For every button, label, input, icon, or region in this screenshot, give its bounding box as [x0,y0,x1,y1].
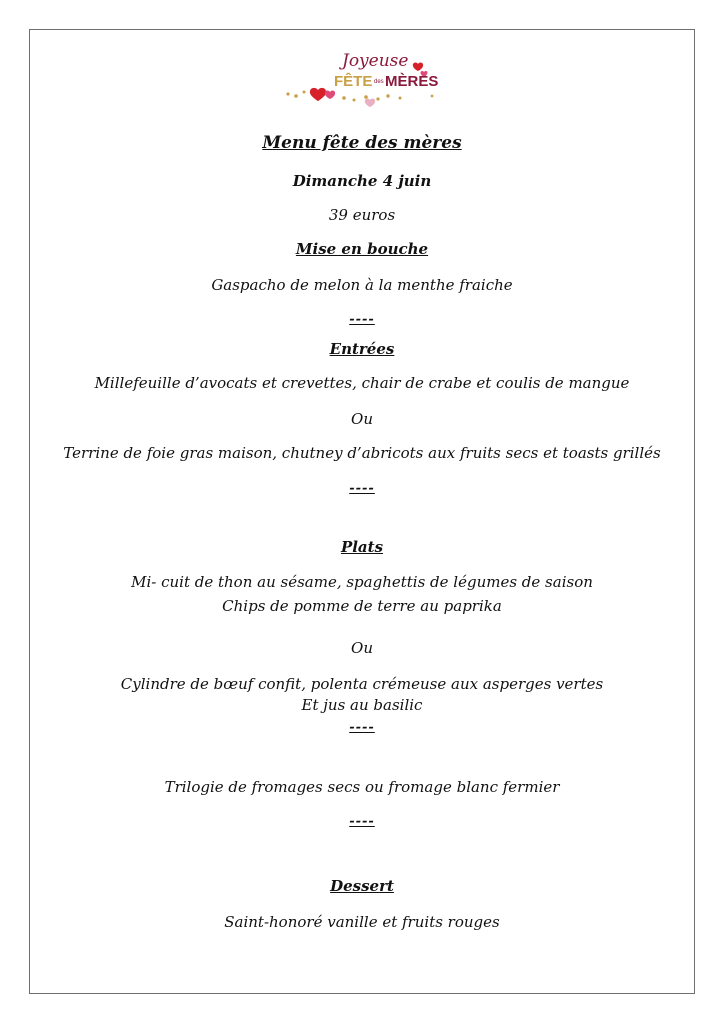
or-label: Ou [351,639,373,657]
heart-icon [310,88,326,101]
menu-item: Gaspacho de melon à la menthe fraiche [211,276,513,294]
svg-text:MÈRES: MÈRES [385,73,439,90]
section-heading-mise-en-bouche: Mise en bouche [295,240,429,258]
menu-title: Menu fête des mères [262,133,462,153]
menu-price: 39 euros [328,206,396,224]
menu-item: Terrine de foie gras maison, chutney d’abricots aux fruits secs et toasts grillés [63,444,661,462]
fete-des-meres-logo [282,50,442,108]
menu-item: Cylindre de bœuf confit, polenta crémeuse aux asperges vertes [120,675,604,693]
svg-text:des: des [374,79,384,85]
menu-item: Et jus au basilic [301,696,423,714]
svg-text:Joyeuse: Joyeuse [342,51,409,71]
section-heading-dessert: Dessert [330,877,394,895]
menu-date: Dimanche 4 juin [292,172,432,190]
menu-item: Saint-honoré vanille et fruits rouges [224,913,500,931]
svg-text:FÊTE: FÊTE [334,73,373,90]
menu-item: Chips de pomme de terre au paprika [222,597,502,615]
menu-item: Millefeuille d’avocats et crevettes, chair de crabe et coulis de mangue [94,374,630,392]
section-heading-entrees: Entrées [329,340,395,358]
separator: ---- [349,720,375,735]
menu-item: Trilogie de fromages secs ou fromage blanc fermier [164,778,560,796]
menu-item: Mi- cuit de thon au sésame, spaghettis de légumes de saison [131,573,593,591]
separator: ---- [349,312,375,327]
separator: ---- [349,814,375,829]
section-heading-plats: Plats [340,538,384,556]
separator: ---- [349,481,375,496]
or-label: Ou [351,410,373,428]
